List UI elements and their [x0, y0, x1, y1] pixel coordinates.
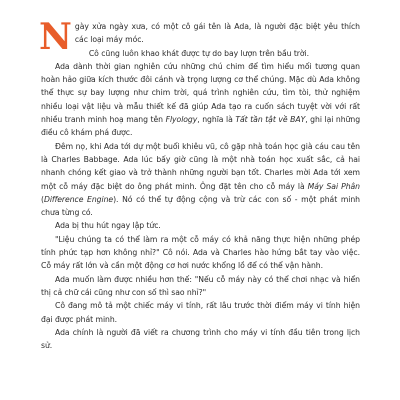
paragraph-2: Cô cũng luôn khao khát được tự do bay lượn trên bầu trời. — [88, 48, 310, 58]
book-title: Flyology — [165, 115, 198, 125]
paragraph-1-text: gày xửa ngày xưa, có một cô gái tên là Ada, là người đặc biệt yêu thích các loại máy móc. — [74, 22, 360, 45]
paragraph-3-text-c: , ghi lại những điều cô khám phá được. — [41, 115, 361, 138]
machine-name: Máy Sai Phân — [307, 181, 360, 191]
paragraph-9: Ada chính là người đã viết ra chương trình cho máy vi tính đầu tiên trong lịch sử. — [41, 327, 360, 351]
paragraph-5: Ada bị thu hút ngay lập tức. — [55, 221, 161, 231]
paragraph-3-text-b: , nghĩa là — [197, 115, 236, 125]
paragraph-6: "Liệu chúng ta có thể làm ra một cỗ máy có khả năng thực hiện những phép tính phức tạp hơn không nhỉ?" Cô nói. Ada và Charles hào hứng bắt tay vào việc. Cỗ máy rất lớn và cần một động cơ hơi nước khổng lồ để có thể vận hành. — [41, 234, 360, 271]
paragraph-3-text-a: Ada dành thời gian nghiên cứu những chú chim để tìm hiểu mối tương quan hoàn hảo giữa kích thước đôi cánh và trọng lượng cơ thể chúng. Mặc dù Ada không thể thực sự bay lượng như chim trời, quá trình nghiên cứu, tìm tòi, thử nghiệm nhiều loại vật liệu và mẫu thiết kế đã giúp Ada tạo ra cuốn sách tuyệt vời với rất nhiều tranh minh hoạ mang tên — [41, 61, 360, 125]
paragraph-3 — [41, 60, 360, 140]
machine-name-english: Difference Engine — [43, 194, 114, 204]
drop-cap: N — [39, 16, 72, 58]
paragraph-4 — [41, 140, 360, 220]
paragraph-4-text-c: ). Nó có thể tự động cộng và trừ các con số - một phát minh chưa từng có. — [41, 194, 360, 218]
paragraph-7: Ada muốn làm được nhiều hơn thế: "Nếu cỗ máy này có thể chơi nhạc và hiển thị cả chữ cái cũng như con số thì sao nhỉ?" — [41, 274, 360, 297]
paragraph-8: Cô đang mô tả một chiếc máy vi tính, rất lâu trước thời điểm máy vi tính hiện đại được phát minh. — [41, 301, 360, 324]
paragraph-4-text-b: ( — [41, 194, 44, 204]
book-title-meaning: Tất tần tật về BAY — [235, 115, 306, 125]
paragraph-4-text-a: Đêm nọ, khi Ada tới dự một buổi khiêu vũ, cô gặp nhà toán học già cáu cau tên là Charles Babbage. Ada lúc bấy giờ cũng là một nhà toán học xuất sắc, cả hai nhanh chóng kết giao và trở thành những người bạn tốt. Charles mời Ada tới xem một cỗ máy đặc biệt do ông phát minh. Ông đặt tên cho cỗ máy là — [41, 141, 360, 191]
